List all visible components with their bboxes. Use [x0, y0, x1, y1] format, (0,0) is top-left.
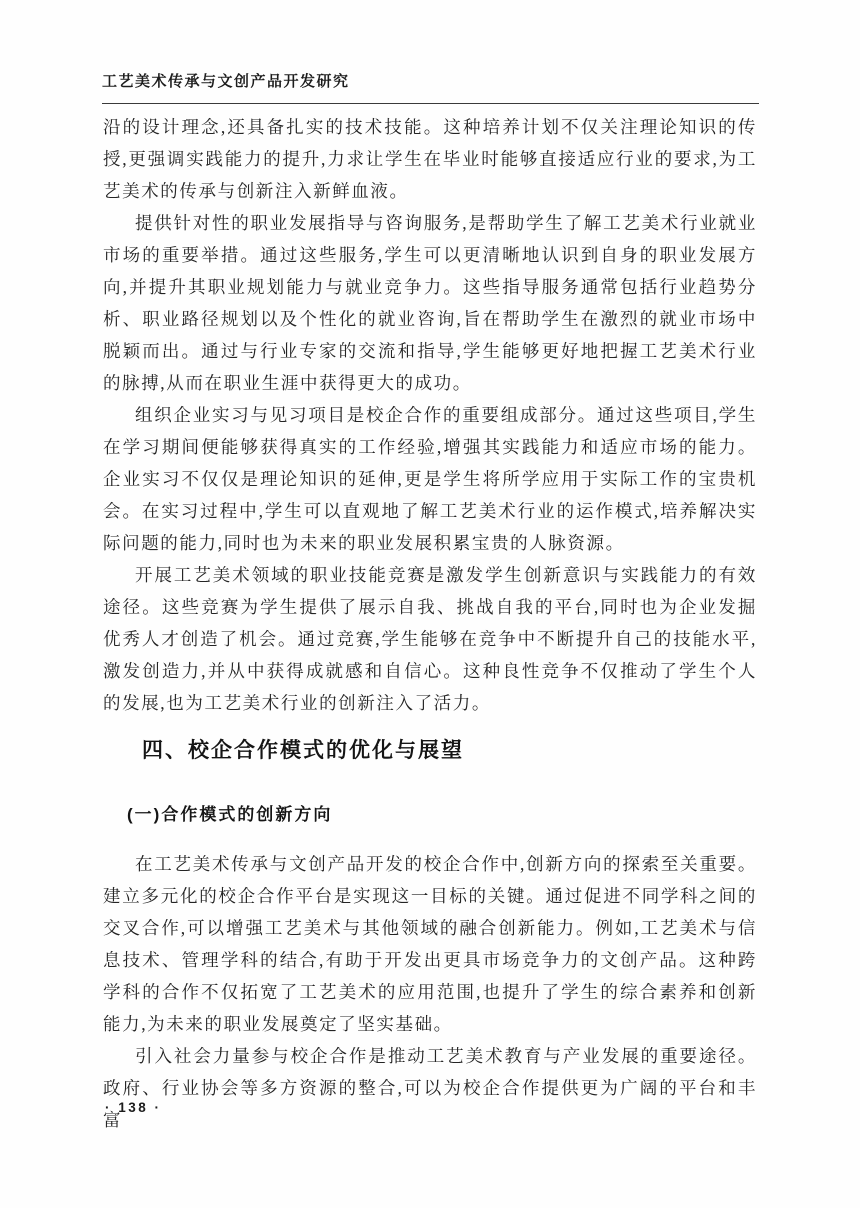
paragraph: 引入社会力量参与校企合作是推动工艺美术教育与产业发展的重要途径。政府、行业协会等多方资源的整合,可以为校企合作提供更为广阔的平台和丰富	[103, 1046, 757, 1130]
paragraph: 组织企业实习与见习项目是校企合作的重要组成部分。通过这些项目,学生在学习期间便能够获得真实的工作经验,增强其实践能力和适应市场的能力。企业实习不仅仅是理论知识的延伸,更是学生将所学应用于实际工作的宝贵机会。在实习过程中,学生可以直观地了解工艺美术行业的运作模式,培养解决实际问题的能力,同时也为未来的职业发展积累宝贵的人脉资源。	[103, 405, 757, 553]
paragraph-continuation: 沿的设计理念,还具备扎实的技术技能。这种培养计划不仅关注理论知识的传授,更强调实践能力的提升,力求让学生在毕业时能够直接适应行业的要求,为工艺美术的传承与创新注入新鲜血液。	[103, 117, 757, 201]
running-header-title: 工艺美术传承与文创产品开发研究	[102, 73, 350, 90]
paragraph: 开展工艺美术领域的职业技能竞赛是激发学生创新意识与实践能力的有效途径。这些竞赛为学生提供了展示自我、挑战自我的平台,同时也为企业发掘优秀人才创造了机会。通过竞赛,学生能够在竞争中不断提升自己的技能水平,激发创造力,并从中获得成就感和自信心。这种良性竞争不仅推动了学生个人的发展,也为工艺美术行业的创新注入了活力。	[103, 565, 757, 713]
page-number: · 138 ·	[105, 1100, 162, 1115]
paragraph: 提供针对性的职业发展指导与咨询服务,是帮助学生了解工艺美术行业就业市场的重要举措。通过这些服务,学生可以更清晰地认识到自身的职业发展方向,并提升其职业规划能力与就业竞争力。这些指导服务通常包括行业趋势分析、职业路径规划以及个性化的就业咨询,旨在帮助学生在激烈的就业市场中脱颖而出。通过与行业专家的交流和指导,学生能够更好地把握工艺美术行业的脉搏,从而在职业生涯中获得更大的成功。	[103, 213, 757, 393]
body-text	[103, 111, 757, 1136]
paragraph: 在工艺美术传承与文创产品开发的校企合作中,创新方向的探索至关重要。建立多元化的校企合作平台是实现这一目标的关键。通过促进不同学科之间的交叉合作,可以增强工艺美术与其他领域的融合创新能力。例如,工艺美术与信息技术、管理学科的结合,有助于开发出更具市场竞争力的文创产品。这种跨学科的合作不仅拓宽了工艺美术的应用范围,也提升了学生的综合素养和创新能力,为未来的职业发展奠定了坚实基础。	[103, 854, 757, 1034]
subsection-heading: (一)合作模式的创新方向	[127, 805, 333, 824]
section-heading: 四、校企合作模式的优化与展望	[142, 739, 464, 762]
running-header	[102, 72, 759, 104]
